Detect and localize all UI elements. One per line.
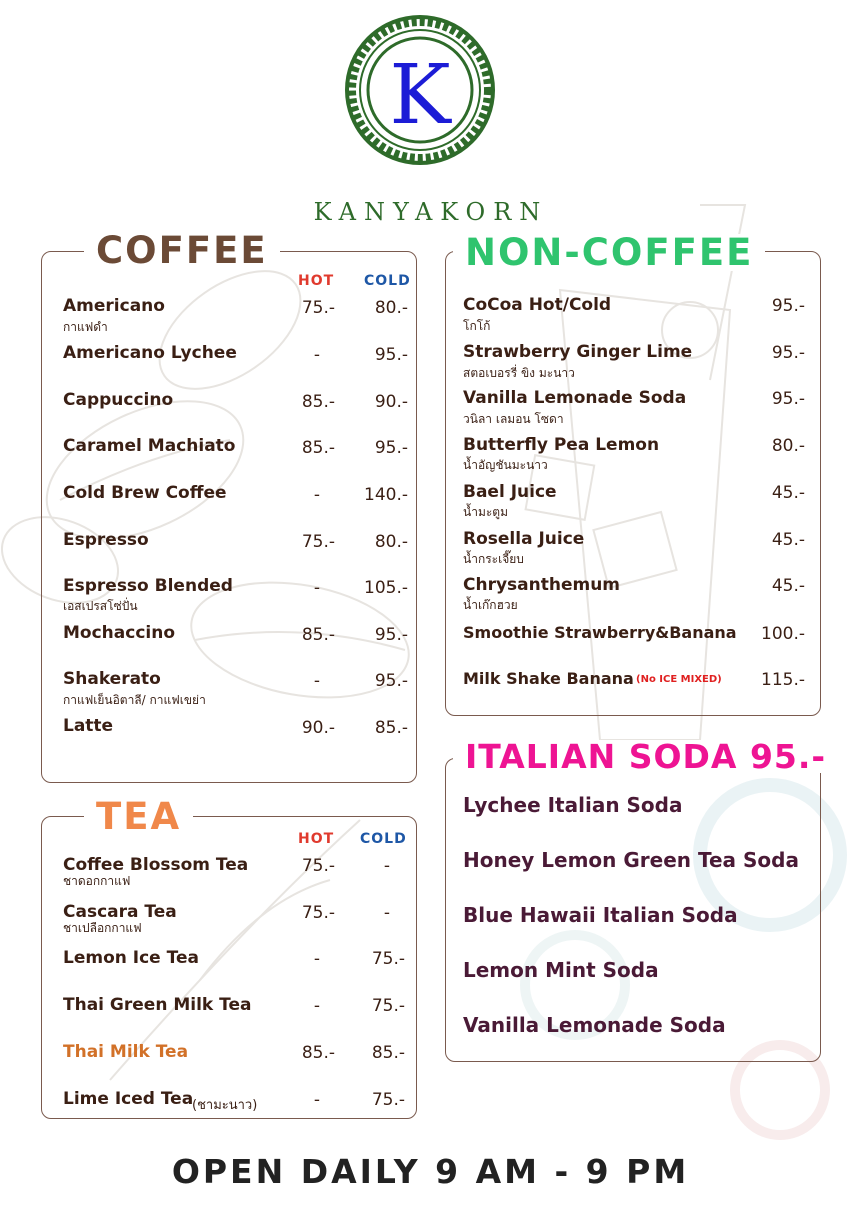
tea-item-name: Coffee Blossom Tea: [63, 855, 249, 875]
tea-hot-price: 75.-: [301, 903, 335, 923]
coffee-hot-price: 75.-: [301, 532, 335, 552]
soda-item: Vanilla Lemonade Soda: [463, 1013, 726, 1037]
coffee-hot-price: 75.-: [301, 298, 335, 318]
coffee-item-name: Latte: [63, 716, 114, 736]
noncoffee-price: 95.-: [771, 296, 805, 316]
soda-item: Blue Hawaii Italian Soda: [463, 903, 738, 927]
noncoffee-price: 45.-: [771, 576, 805, 596]
coffee-hot-price: -: [313, 671, 320, 691]
noncoffee-price: 80.-: [771, 436, 805, 456]
opening-hours: OPEN DAILY 9 AM - 9 PM: [171, 1152, 690, 1191]
tea-cold-price: -: [383, 856, 390, 876]
tea-cold-label: COLD: [360, 831, 407, 847]
coffee-cold-price: 90.-: [374, 392, 408, 412]
coffee-hot-price: 90.-: [301, 718, 335, 738]
coffee-hot-label: HOT: [298, 273, 335, 289]
coffee-title: COFFEE: [84, 232, 280, 269]
coffee-item-name: Shakerato: [63, 669, 161, 689]
soda-item: Honey Lemon Green Tea Soda: [463, 848, 799, 872]
noncoffee-price: 45.-: [771, 483, 805, 503]
kanyakorn-logo: [345, 15, 495, 165]
coffee-hot-price: -: [313, 345, 320, 365]
tea-title: TEA: [84, 798, 193, 835]
soda-item: Lemon Mint Soda: [463, 958, 659, 982]
coffee-item-name: Espresso: [63, 530, 149, 550]
coffee-cold-price: 95.-: [374, 345, 408, 365]
coffee-item-name: Cold Brew Coffee: [63, 483, 227, 503]
noncoffee-item-sub: สตอเบอรรี่ ขิง มะนาว: [463, 366, 575, 380]
tea-item-name: Thai Milk Tea: [63, 1042, 189, 1062]
tea-item-sub: (ชามะนาว): [192, 1098, 258, 1113]
tea-item-sub: ชาเปลือกกาแฟ: [63, 921, 142, 935]
coffee-item-sub: กาแฟดำ: [63, 320, 108, 334]
coffee-item-name: Americano: [63, 296, 165, 316]
noncoffee-item-name: Vanilla Lemonade Soda: [463, 388, 687, 408]
noncoffee-price: 95.-: [771, 343, 805, 363]
tea-hot-price: 75.-: [301, 856, 335, 876]
coffee-cold-price: 95.-: [374, 625, 408, 645]
tea-cold-price: 75.-: [371, 949, 405, 969]
tea-hot-price: -: [313, 949, 320, 969]
tea-hot-price: 85.-: [301, 1043, 335, 1063]
noncoffee-item-sub: น้ำอัญชันมะนาว: [463, 458, 548, 472]
no-ice-note: (No ICE MIXED): [636, 674, 722, 685]
coffee-hot-price: 85.-: [301, 625, 335, 645]
coffee-cold-price: 85.-: [374, 718, 408, 738]
coffee-item-sub: กาแฟเย็นอิตาลี/ กาแฟเขย่า: [63, 693, 206, 707]
coffee-item-name: Cappuccino: [63, 390, 174, 410]
coffee-cold-price: 80.-: [374, 298, 408, 318]
noncoffee-item-sub: น้ำเก๊กฮวย: [463, 598, 518, 612]
tea-hot-price: -: [313, 996, 320, 1016]
coffee-cold-price: 80.-: [374, 532, 408, 552]
noncoffee-item-name: Strawberry Ginger Lime: [463, 342, 693, 362]
noncoffee-item-sub: น้ำกระเจี๊ยบ: [463, 552, 524, 566]
noncoffee-price: 100.-: [761, 624, 805, 644]
noncoffee-item-sub: โกโก้: [463, 319, 491, 333]
noncoffee-price: 45.-: [771, 530, 805, 550]
coffee-item-name: Caramel Machiato: [63, 436, 236, 456]
tea-item-name: Thai Green Milk Tea: [63, 995, 252, 1015]
coffee-hot-price: -: [313, 578, 320, 598]
coffee-item-name: Espresso Blended: [63, 576, 233, 596]
coffee-cold-price: 95.-: [374, 671, 408, 691]
tea-hot-label: HOT: [298, 831, 335, 847]
noncoffee-price: 115.-: [761, 670, 805, 690]
noncoffee-title: NON-COFFEE: [453, 234, 765, 271]
coffee-item-name: Mochaccino: [63, 623, 176, 643]
coffee-cold-price: 140.-: [364, 485, 408, 505]
coffee-item-name: Americano Lychee: [63, 343, 237, 363]
noncoffee-item-name: Rosella Juice: [463, 529, 585, 549]
soda-item: Lychee Italian Soda: [463, 793, 683, 817]
coffee-cold-price: 95.-: [374, 438, 408, 458]
coffee-cold-price: 105.-: [364, 578, 408, 598]
tea-cold-price: 75.-: [371, 1090, 405, 1110]
tea-item-name: Lemon Ice Tea: [63, 948, 199, 968]
tea-item-name: Cascara Tea: [63, 902, 177, 922]
noncoffee-item-name: Chrysanthemum: [463, 575, 621, 595]
coffee-hot-price: -: [313, 485, 320, 505]
tea-cold-price: -: [383, 903, 390, 923]
italian-soda-title: ITALIAN SODA 95.-: [453, 740, 838, 773]
tea-item-name: Lime Iced Tea: [63, 1089, 194, 1109]
tea-cold-price: 85.-: [371, 1043, 405, 1063]
noncoffee-item-sub: วนิลา เลมอน โซดา: [463, 412, 564, 426]
noncoffee-item-name: Bael Juice: [463, 482, 557, 502]
noncoffee-item-sub: น้ำมะตูม: [463, 505, 508, 519]
coffee-cold-label: COLD: [364, 273, 411, 289]
noncoffee-price: 95.-: [771, 389, 805, 409]
noncoffee-item-name: CoCoa Hot/Cold: [463, 295, 612, 315]
tea-cold-price: 75.-: [371, 996, 405, 1016]
noncoffee-item-name: Smoothie Strawberry&Banana: [463, 623, 737, 642]
logo-monogram: K: [389, 48, 451, 143]
noncoffee-item-name: Butterfly Pea Lemon: [463, 435, 660, 455]
tea-hot-price: -: [313, 1090, 320, 1110]
brand-name: KANYAKORN: [313, 198, 549, 226]
coffee-hot-price: 85.-: [301, 392, 335, 412]
noncoffee-item-name: Milk Shake Banana: [463, 669, 634, 688]
coffee-item-sub: เอสเปรสโซ่ปั่น: [63, 599, 138, 613]
coffee-hot-price: 85.-: [301, 438, 335, 458]
tea-item-sub: ชาดอกกาแฟ: [63, 874, 131, 888]
